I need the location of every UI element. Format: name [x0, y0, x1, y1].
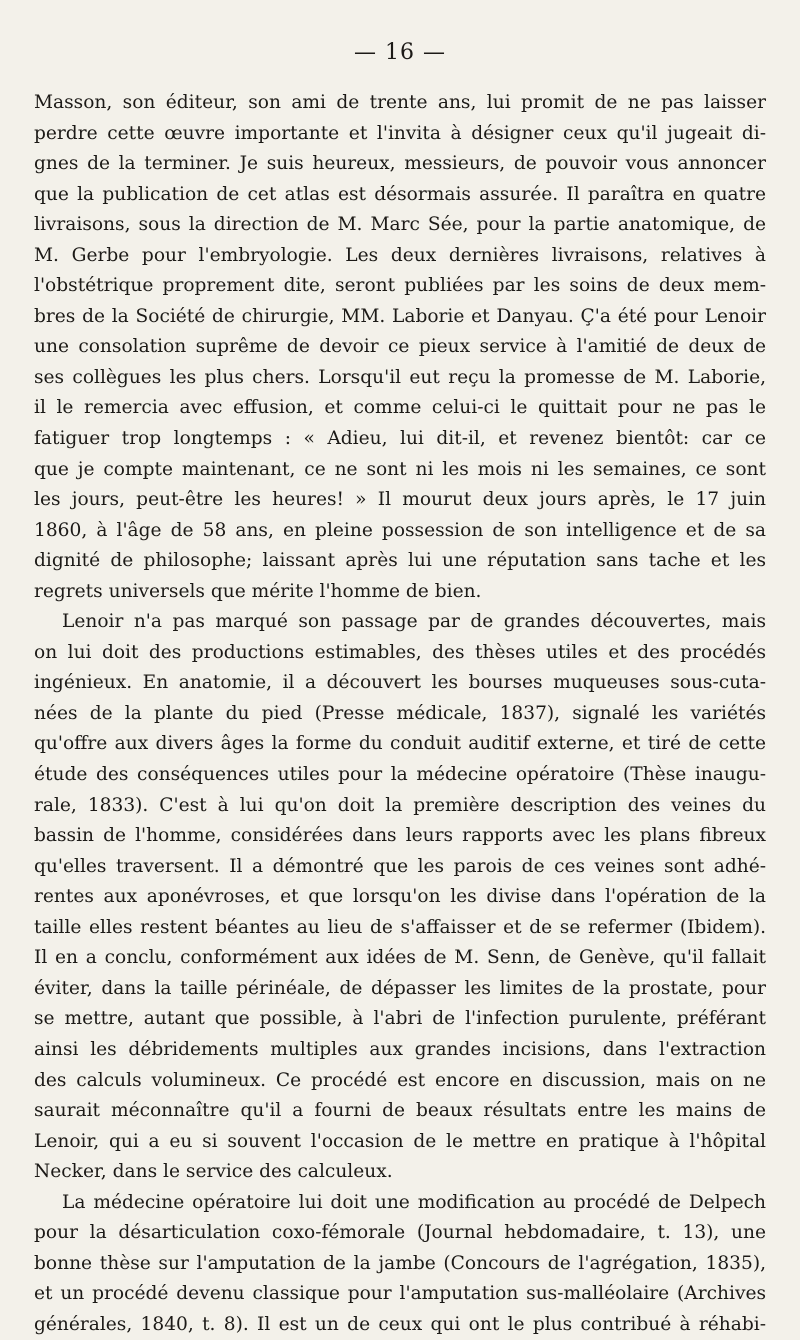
paragraph-3 — [34, 1188, 766, 1340]
text-line: nées de la plante du pied (Presse médicale, 1837), signalé les variétés — [34, 702, 766, 724]
text-line: fatiguer trop longtemps : « Adieu, lui dit-il, et revenez bientôt: car ce — [34, 428, 766, 450]
text-line: Il en a conclu, conformément aux idées de M. Senn, de Genève, qu'il fallait — [34, 947, 766, 969]
text-line: taille elles restent béantes au lieu de s'affaisser et de se refermer (Ibidem). — [34, 916, 766, 938]
text-line: qu'offre aux divers âges la forme du conduit auditif externe, et tiré de cette — [34, 733, 766, 755]
text-line: ainsi les débridements multiples aux grandes incisions, dans l'extraction — [34, 1038, 766, 1060]
text-line: générales, 1840, t. 8). Il est un de ceux qui ont le plus contribué à réhabi- — [34, 1313, 766, 1335]
text-body — [34, 88, 766, 1340]
paragraph-1 — [34, 88, 766, 607]
text-line: rale, 1833). C'est à lui qu'on doit la première description des veines du — [34, 794, 766, 816]
text-line: que je compte maintenant, ce ne sont ni les mois ni les semaines, ce sont — [34, 458, 766, 480]
page-number: — 16 — — [354, 40, 446, 65]
text-line: 1860, à l'âge de 58 ans, en pleine possession de son intelligence et de sa — [34, 519, 766, 541]
text-line: bres de la Société de chirurgie, MM. Laborie et Danyau. Ç'a été pour Lenoir — [34, 305, 766, 327]
text-line: l'obstétrique proprement dite, seront publiées par les soins de deux mem- — [34, 275, 766, 297]
text-line: et un procédé devenu classique pour l'amputation sus-malléolaire (Archives — [34, 1283, 766, 1305]
text-line: Necker, dans le service des calculeux. — [34, 1161, 393, 1183]
text-line: Lenoir n'a pas marqué son passage par de grandes découvertes, mais — [62, 611, 766, 633]
text-line: que la publication de cet atlas est désormais assurée. Il paraîtra en quatre — [34, 183, 766, 205]
text-line: gnes de la terminer. Je suis heureux, messieurs, de pouvoir vous annoncer — [34, 153, 766, 175]
text-line: perdre cette œuvre importante et l'invita à désigner ceux qu'il jugeait di- — [34, 122, 766, 144]
text-line: on lui doit des productions estimables, des thèses utiles et des procédés — [34, 641, 766, 663]
text-line: ingénieux. En anatomie, il a découvert les bourses muqueuses sous-cuta- — [34, 672, 766, 694]
text-line: étude des conséquences utiles pour la médecine opératoire (Thèse inaugu- — [34, 764, 766, 786]
text-line: une consolation suprême de devoir ce pieux service à l'amitié de deux de — [34, 336, 766, 358]
text-line: dignité de philosophe; laissant après lui une réputation sans tache et les — [34, 550, 766, 572]
text-line: qu'elles traversent. Il a démontré que les parois de ces veines sont adhé- — [34, 855, 766, 877]
text-line: il le remercia avec effusion, et comme celui-ci le quittait pour ne pas le — [34, 397, 766, 419]
text-line: Lenoir, qui a eu si souvent l'occasion de le mettre en pratique à l'hôpital — [34, 1130, 766, 1152]
text-line: bassin de l'homme, considérées dans leurs rapports avec les plans fibreux — [34, 825, 766, 847]
text-line: rentes aux aponévroses, et que lorsqu'on les divise dans l'opération de la — [34, 886, 766, 908]
text-line: regrets universels que mérite l'homme de bien. — [34, 580, 482, 602]
text-line: des calculs volumineux. Ce procédé est encore en discussion, mais on ne — [34, 1069, 766, 1091]
text-line: Masson, son éditeur, son ami de trente ans, lui promit de ne pas laisser — [34, 92, 766, 113]
text-line: pour la désarticulation coxo-fémorale (Journal hebdomadaire, t. 13), une — [34, 1222, 766, 1244]
text-line: les jours, peut-être les heures! » Il mourut deux jours après, le 17 juin — [34, 489, 766, 511]
text-line: saurait méconnaître qu'il a fourni de beaux résultats entre les mains de — [34, 1100, 766, 1122]
text-line: bonne thèse sur l'amputation de la jambe (Concours de l'agrégation, 1835), — [34, 1252, 766, 1274]
text-line: se mettre, autant que possible, à l'abri de l'infection purulente, préférant — [34, 1008, 766, 1030]
paragraph-2 — [34, 607, 766, 1187]
text-line: M. Gerbe pour l'embryologie. Les deux dernières livraisons, relatives à — [34, 244, 766, 266]
text-line: ses collègues les plus chers. Lorsqu'il eut reçu la promesse de M. Laborie, — [34, 366, 766, 388]
text-line: livraisons, sous la direction de M. Marc Sée, pour la partie anatomique, de — [34, 214, 766, 236]
text-line: éviter, dans la taille périnéale, de dépasser les limites de la prostate, pour — [34, 977, 766, 999]
text-line: La médecine opératoire lui doit une modification au procédé de Delpech — [62, 1191, 766, 1213]
